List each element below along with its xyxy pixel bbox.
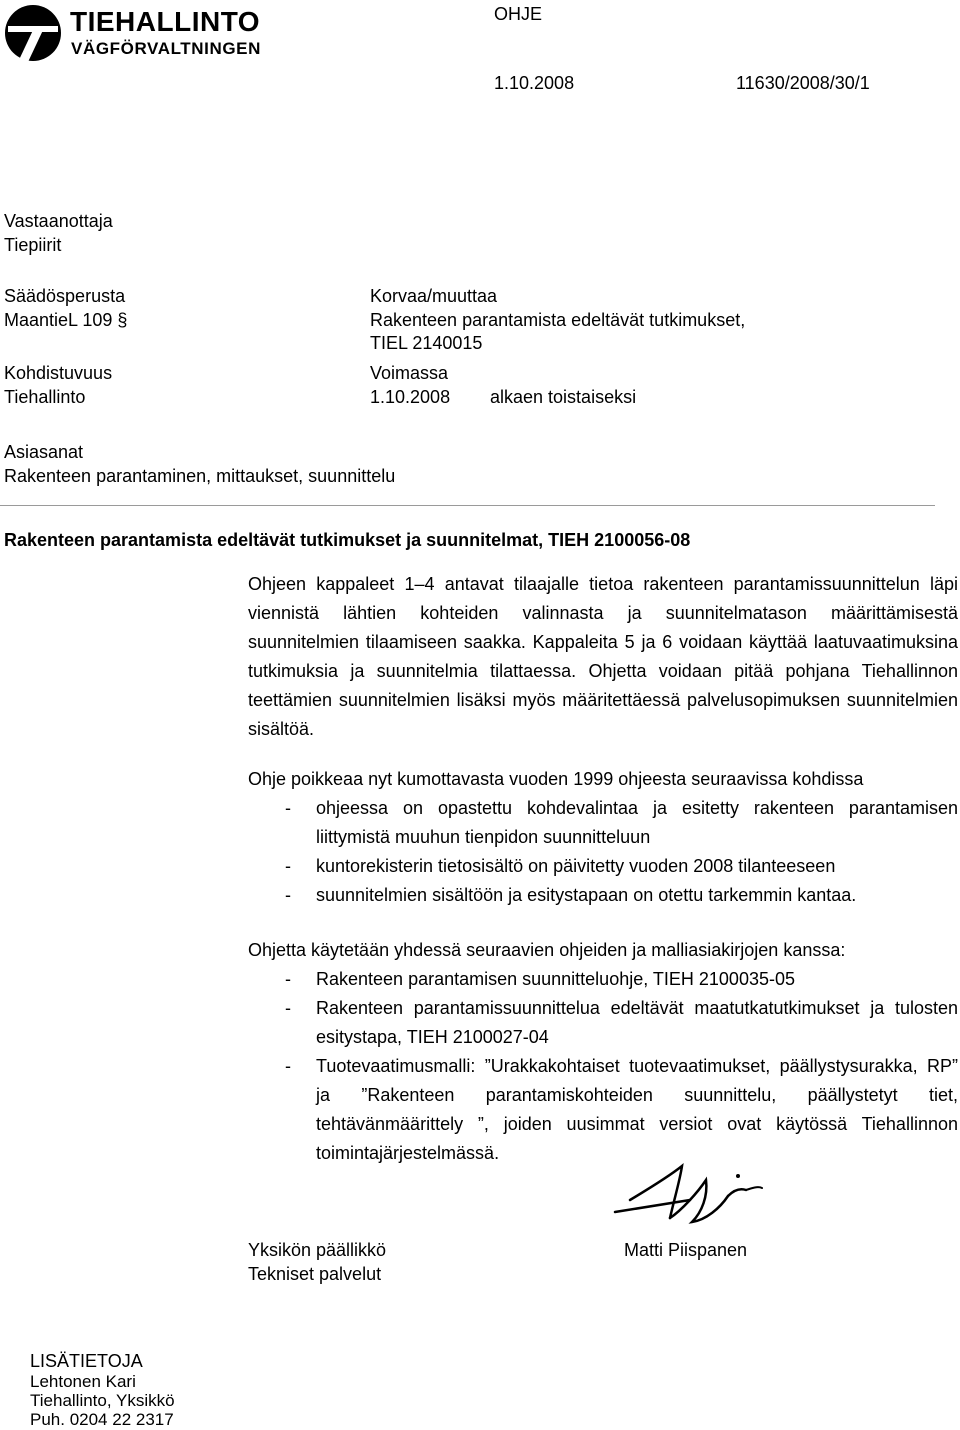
contact-org: Tiehallinto, Yksikkö bbox=[30, 1391, 175, 1410]
list-item: - suunnitelmien sisältöön ja esitystapaan on otettu tarkemmin kantaa. bbox=[248, 881, 958, 910]
basis-label: Säädösperusta bbox=[4, 286, 126, 306]
contact-name: Lehtonen Kari bbox=[30, 1372, 136, 1391]
subject-value: Rakenteen parantaminen, mittaukset, suunnittelu bbox=[4, 466, 396, 486]
doc-type: OHJE bbox=[494, 4, 543, 24]
document-title: Rakenteen parantamista edeltävät tutkimukset ja suunnitelmat, TIEH 2100056-08 bbox=[4, 530, 691, 550]
divider bbox=[0, 505, 935, 506]
body-section-3 bbox=[248, 936, 958, 1168]
recipient-value: Tiepiirit bbox=[4, 235, 62, 255]
valid-label: Voimassa bbox=[370, 363, 449, 383]
scope-label: Kohdistuvuus bbox=[4, 363, 113, 383]
list-dash: - bbox=[285, 798, 291, 818]
list-item: - Rakenteen parantamissuunnittelua edeltävät maatutkatutkimukset ja tulosten esitystapa, TIEH 2100027-04 bbox=[248, 994, 958, 1052]
list-dash: - bbox=[285, 969, 291, 989]
list-item: - Tuotevaatimusmalli: ”Urakkakohtaiset tuotevaatimukset, päällystysurakka, RP” ja ”Rakenteen parantamiskohteiden suunnittelu, päällystetyt tiet, tehtävänmäärittely ”, joiden uusimmat versiot ovat käytössä Tiehallinnon toimintajärjestelmässä. bbox=[248, 1052, 958, 1168]
tiehallinto-logo-icon bbox=[4, 4, 62, 62]
list-dash: - bbox=[285, 1056, 291, 1076]
subject-label: Asiasanat bbox=[4, 442, 84, 462]
scope-value: Tiehallinto bbox=[4, 387, 86, 407]
body-paragraph: Ohjeen kappaleet 1–4 antavat tilaajalle tietoa rakenteen parantamissuunnittelun läpi viennistä lähtien kohteiden valinnasta ja suunnitelmatason määrittämisestä suunnitelmien tilaamiseen saakka. Kappaleita 5 ja 6 voidaan käyttää laatuvaatimuksina tutkimuksia ja suunnitelmia tilattaessa. Ohjetta voidaan pitää pohjana Tiehallinnon teettämien suunnitelmien lisäksi myös määritettäessä palvelusopimuksen suunnitelmien sisältöä. bbox=[248, 574, 958, 739]
list-item: - ohjeessa on opastettu kohdevalintaa ja esitetty rakenteen parantamisen liittymistä muuhun tienpidon suunnitteluun bbox=[248, 794, 958, 852]
related-list bbox=[248, 965, 958, 1168]
logo-text-primary: TIEHALLINTO bbox=[70, 6, 261, 37]
replaces-value-2: TIEL 2140015 bbox=[370, 333, 483, 353]
body-section-2 bbox=[248, 765, 958, 910]
body-section-1 bbox=[248, 570, 958, 744]
signer-name: Matti Piispanen bbox=[624, 1240, 748, 1260]
list-dash: - bbox=[285, 998, 291, 1018]
logo-text-secondary: VÄGFÖRVALTNINGEN bbox=[71, 39, 261, 58]
doc-number: 11630/2008/30/1 bbox=[736, 73, 870, 93]
replaces-value-1: Rakenteen parantamista edeltävät tutkimukset, bbox=[370, 310, 746, 330]
logo bbox=[4, 4, 261, 62]
changes-list bbox=[248, 794, 958, 910]
contact-heading: LISÄTIETOJA bbox=[30, 1351, 143, 1371]
signer-role-1: Yksikön päällikkö bbox=[248, 1240, 387, 1260]
list-dash: - bbox=[285, 885, 291, 905]
signer-role-2: Tekniset palvelut bbox=[248, 1264, 382, 1284]
basis-value: MaantieL 109 § bbox=[4, 310, 128, 330]
replaces-label: Korvaa/muuttaa bbox=[370, 286, 498, 306]
list-item: - kuntorekisterin tietosisältö on päivitetty vuoden 2008 tilanteeseen bbox=[248, 852, 958, 881]
doc-date: 1.10.2008 bbox=[494, 73, 575, 93]
signature-icon bbox=[610, 1160, 770, 1230]
valid-text: alkaen toistaiseksi bbox=[490, 387, 637, 407]
changes-intro: Ohje poikkeaa nyt kumottavasta vuoden 1999 ohjeesta seuraavissa kohdissa bbox=[248, 769, 864, 789]
related-intro: Ohjetta käytetään yhdessä seuraavien ohjeiden ja malliasiakirjojen kanssa: bbox=[248, 940, 846, 960]
list-dash: - bbox=[285, 856, 291, 876]
list-item: - Rakenteen parantamisen suunnitteluohje, TIEH 2100035-05 bbox=[248, 965, 958, 994]
valid-date: 1.10.2008 bbox=[370, 387, 451, 407]
contact-phone: Puh. 0204 22 2317 bbox=[30, 1410, 174, 1429]
recipient-label: Vastaanottaja bbox=[4, 211, 113, 231]
